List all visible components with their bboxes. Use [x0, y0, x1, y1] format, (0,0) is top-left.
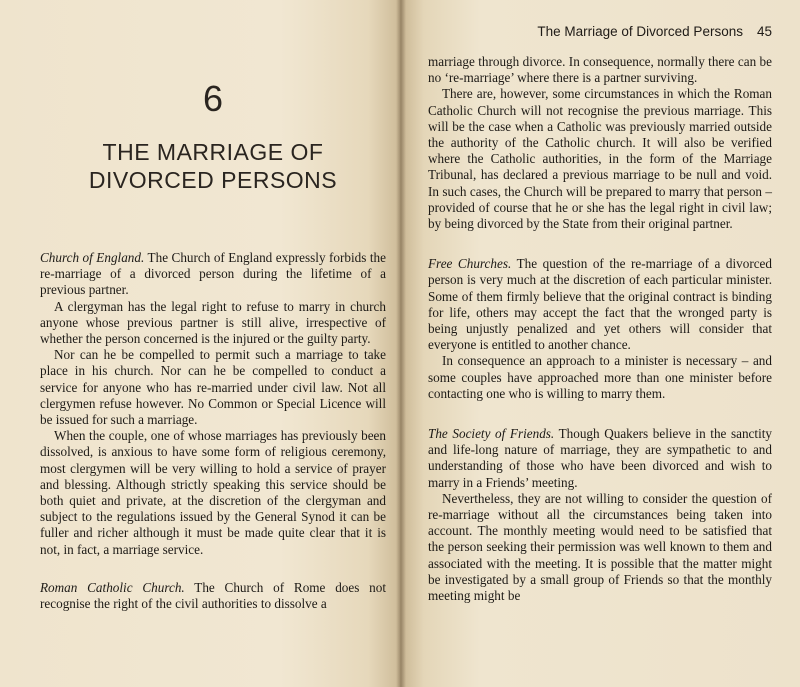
- running-head: [428, 24, 772, 44]
- paragraph: In consequence an approach to a minister is necessary – and some couples have approached more than one minister before contacting one who is willing to marry them.: [428, 353, 772, 401]
- section-roman-catholic-church: [40, 580, 386, 612]
- section-society-of-friends: [428, 426, 772, 604]
- chapter-number: 6: [202, 78, 224, 119]
- paragraph: Free Churches. The question of the re-marriage of a divorced person is very much at the discretion of each particular minister. Some of them firmly believe that the original contract is binding for life, others may accept the fact that the wronged party is being unjustly penalized and yet others will consider that everyone is entitled to another chance.: [428, 256, 773, 353]
- right-page: [400, 0, 800, 687]
- paragraph: There are, however, some circumstances in which the Roman Catholic Church will not recognise the previous marriage. This will be the case when a Catholic was previously married outside the authority of the Catholic church. It will also be verified where the Catholic authorities, in the form of the Marriage Tribunal, has declared a previous marriage to be null and void. In such cases, the Church will be prepared to marry that person – provided of course that he or she has the legal right in civil law; by being divorced by the State from their original partner.: [428, 86, 772, 232]
- section-heading: Free Churches.: [428, 256, 512, 272]
- page-number: 45: [756, 24, 772, 39]
- section-roman-catholic-continued: [428, 54, 772, 232]
- paragraph: marriage through divorce. In consequence, normally there can be no ‘re-marriage’ where there is a partner surviving.: [428, 54, 772, 86]
- section-heading: The Society of Friends.: [428, 426, 555, 442]
- paragraph: Roman Catholic Church. The Church of Rome does not recognise the right of the civil authorities to dissolve a: [40, 579, 386, 612]
- chapter-title-line-1: THE MARRIAGE OF: [102, 139, 324, 165]
- right-page-body: [428, 54, 772, 604]
- section-heading: Roman Catholic Church.: [40, 579, 185, 595]
- chapter-title-line-2: DIVORCED PERSONS: [88, 167, 338, 193]
- section-heading: Church of England.: [40, 250, 145, 265]
- left-page-body: [40, 250, 386, 612]
- paragraph: A clergyman has the legal right to refuse to marry in church anyone whose previous partner is still alive, irrespective of whether the person concerned is the injured or the guilty party.: [40, 298, 386, 347]
- chapter-title: [40, 138, 386, 194]
- paragraph: Nevertheless, they are not willing to consider the question of re-marriage without all the circumstances being taken into account. The monthly meeting would need to be satisfied that the person seeking their permission was well known to them and associated with the meeting. It is possible that the matter might be investigated by a small group of Friends so that the monthly meeting might be: [428, 490, 772, 604]
- section-free-churches: [428, 256, 772, 402]
- running-head-title: The Marriage of Divorced Persons: [537, 24, 743, 39]
- paragraph: Church of England. The Church of England expressly forbids the re-marriage of a divorced person during the lifetime of a previous partner.: [40, 250, 386, 298]
- section-church-of-england: [40, 250, 386, 558]
- paragraph: When the couple, one of whose marriages has previously been dissolved, is anxious to have some form of religious ceremony, most clergymen will be very willing to hold a service of prayer and blessing. Although strictly speaking this service should be both quiet and private, at the discretion of the clergyman and subject to the regulations issued by the General Synod it can be fuller and richer although it must be made quite clear that it is not, in fact, a marriage service.: [40, 428, 386, 557]
- paragraph: Nor can he be compelled to permit such a marriage to take place in his church. Nor can he be compelled to conduct a service for anyone who has re-married under civil law. Not all clergymen refuse however. No Common or Special Licence will be issued for such a marriage.: [40, 347, 386, 428]
- paragraph: The Society of Friends. Though Quakers believe in the sanctity and life-long nature of marriage, they are sympathetic to and understanding of those who have been divorced and wish to marry in a Friends’ meeting.: [428, 426, 772, 490]
